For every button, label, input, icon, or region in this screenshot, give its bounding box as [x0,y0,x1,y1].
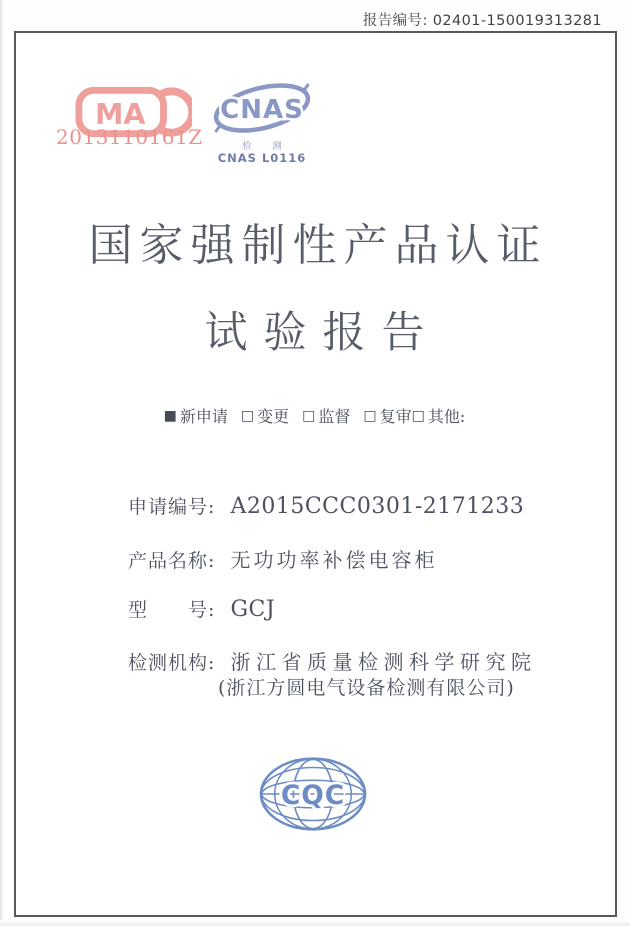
field-label: 申请编号: [128,496,216,518]
scan-edge-shadow-bottom [0,920,630,926]
checkbox-empty-icon: □ [411,407,425,424]
report-number-label: 报告编号: [362,13,428,29]
option-label: 新申请 [179,407,228,426]
cnas-accreditation-number: CNAS L0116 [217,151,307,165]
field-value: 无功功率补偿电容柜 [230,548,438,572]
field-model [128,595,275,622]
field-label: 型 号: [128,599,216,621]
field-value: GCJ [230,597,276,622]
report-number-line [363,9,602,30]
field-application-number [128,492,524,519]
option-new-application [164,404,228,427]
cqc-logo [258,755,368,833]
field-product-name [128,544,437,573]
cnas-letters: CNAS [220,95,304,125]
option-supervision [302,404,350,427]
option-review [363,404,411,427]
field-label: 产品名称: [128,550,216,572]
cnas-logo [210,77,314,139]
checkbox-empty-icon: □ [302,407,316,424]
cnas-sub-label: 检 测 [242,141,291,152]
option-label: 复审 [379,407,412,426]
cma-letters: MA [95,97,146,131]
field-value: A2015CCC0301-2171233 [230,494,525,519]
checkbox-filled-icon: ■ [163,407,177,424]
scan-edge-shadow-left [0,0,4,926]
option-label: 其他: [427,407,466,426]
field-value: 浙江省质量检测科学研究院 [230,650,537,674]
field-label: 检测机构: [128,652,216,674]
option-label: 监督 [318,407,351,426]
checkbox-empty-icon: □ [363,407,377,424]
field-test-organization-line2: (浙江方圆电气设备检测有限公司) [218,677,515,699]
cqc-letters: CQC [280,779,346,811]
field-test-organization [128,646,536,675]
checkbox-empty-icon: □ [240,407,255,424]
option-change [241,404,289,427]
document-title-line1: 国家强制性产品认证 [88,220,548,271]
option-other [412,404,466,427]
application-type-row [14,404,615,427]
cma-license-number: 2013110161Z [56,125,203,149]
report-number-value: 02401-150019313281 [432,13,602,29]
document-title-line2: 试验报告 [204,308,441,358]
option-label: 变更 [257,407,290,426]
